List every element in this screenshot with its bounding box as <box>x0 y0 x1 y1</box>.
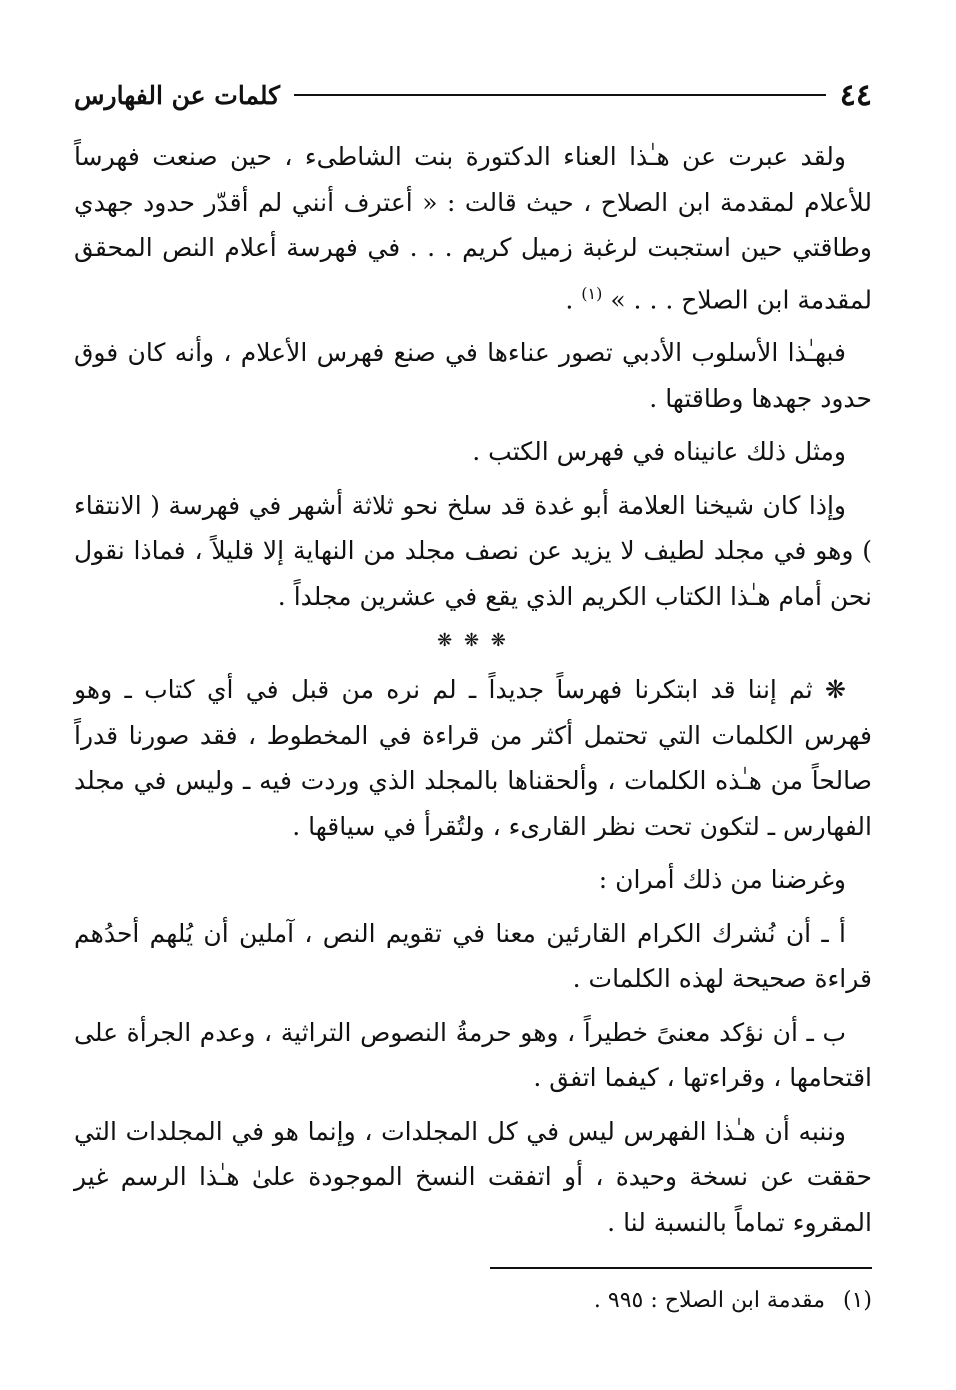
paragraph <box>74 134 872 322</box>
list-item: أ ـ أن نُشرك الكرام القارئين معنا في تقويم النص ، آملين أن يُلهم أحدُهم قراءة صحيحة لهذه الكلمات . <box>74 918 872 994</box>
list-item: ب ـ أن نؤكد معنىً خطيراً ، وهو حرمةُ النصوص التراثية ، وعدم الجرأة على اقتحامها ، وقراءتها ، كيفما اتفق . <box>74 1017 872 1093</box>
paragraph-text: ولقد عبرت عن هـٰذا العناء الدكتورة بنت الشاطىء ، حين صنعت فهرساً للأعلام لمقدمة ابن الصلاح ، حيث قالت : « أعترف أنني لم أقدّر حدود جهدي وطاقتي حين استجبت لرغبة زميل كريم . . . في فهرسة أعلام النص المحقق لمقدمة ابن الصلاح . . . » <box>74 142 872 314</box>
running-title: كلمات عن الفهارس <box>74 80 281 110</box>
paragraph-end: . <box>565 284 582 314</box>
page-number: ٤٤ <box>839 77 872 113</box>
paragraph: وننبه أن هـٰذا الفهرس ليس في كل المجلدات ، وإنما هو في المجلدات التي حققت عن نسخة وحيدة ، أو اتفقت النسخ الموجودة علىٰ هـٰذا الرسم غير المقروء تماماً بالنسبة لنا . <box>74 1116 872 1237</box>
paragraph: ❋ ثم إننا قد ابتكرنا فهرساً جديداً ـ لم نره من قبل في أي كتاب ـ وهو فهرس الكلمات التي تحتمل أكثر من قراءة في المخطوط ، فقد صورنا قدراً صالحاً من هـٰذه الكلمات ، وألحقناها بالمجلد الذي وردت فيه ـ وليس في مجلد الفهارس ـ لتكون تحت نظر القارىء ، ولتُقرأ في سياقها . <box>74 675 872 841</box>
body-text <box>74 134 872 1245</box>
footnote-text: مقدمة ابن الصلاح : ٩٩٥ . <box>593 1288 825 1313</box>
header-rule <box>294 94 826 96</box>
paragraph: وإذا كان شيخنا العلامة أبو غدة قد سلخ نحو ثلاثة أشهر في فهرسة ( الانتقاء ) وهو في مجلد لطيف لا يزيد عن نصف مجلد من النهاية إلا قليلاً ، فماذا نقول نحن أمام هـٰذا الكتاب الكريم الذي يقع في عشرين مجلداً . <box>74 490 872 611</box>
footnote <box>594 1288 872 1313</box>
footnote-divider <box>490 1267 872 1269</box>
paragraph: وغرضنا من ذلك أمران : <box>598 865 846 895</box>
paragraph: ومثل ذلك عانيناه في فهرس الكتب . <box>472 437 846 467</box>
footnote-number: (١) <box>842 1288 872 1313</box>
page-header <box>74 70 872 120</box>
paragraph: فبهـٰذا الأسلوب الأدبي تصور عناءها في صنع فهرس الأعلام ، وأنه كان فوق حدود جهدها وطاقتها . <box>74 338 872 413</box>
footnote-marker[interactable]: (١) <box>581 283 603 303</box>
section-separator: ❋ ❋ ❋ <box>437 630 509 652</box>
book-page <box>74 70 872 1313</box>
